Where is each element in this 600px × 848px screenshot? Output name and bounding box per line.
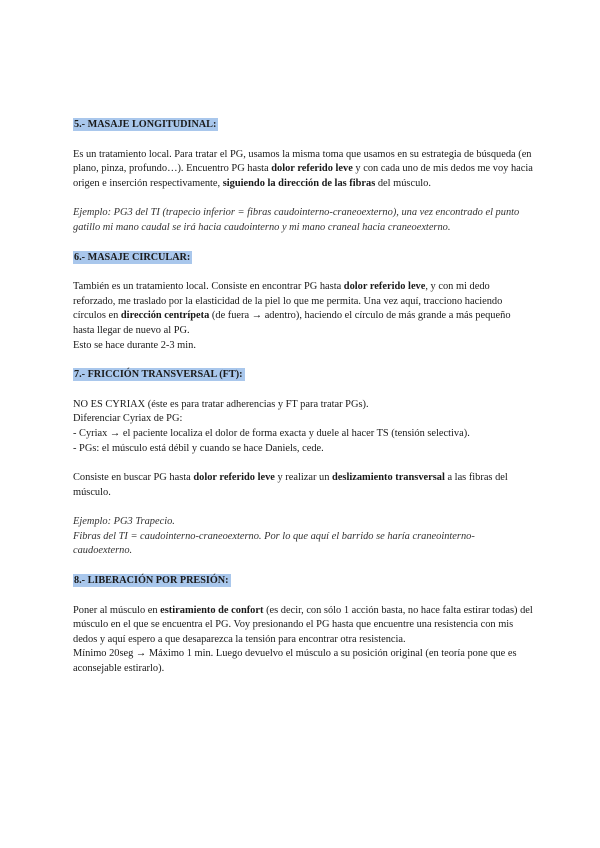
paragraph: Poner al músculo en estiramiento de confort (es decir, con sólo 1 acción basta, no hace falta estirar todas) del músculo en el que se encuentra el PG. Voy presionando el PG hasta que encuentre una resistencia con mis dedos y aquí espero a que desaparezca la tensión para encontrar otra resistencia. (73, 604, 533, 645)
text-line: Diferenciar Cyriax de PG: (73, 413, 183, 425)
line-group (73, 398, 533, 456)
document-content (73, 118, 533, 691)
section-masaje-circular (73, 251, 533, 354)
text-line: - PGs: el músculo está débil y cuando se hace Daniels, cede. (73, 442, 324, 454)
text-line: NO ES CYRIAX (éste es para tratar adherencias y FT para tratar PGs). (73, 398, 369, 410)
section-friccion-transversal (73, 368, 533, 559)
section-heading: 7.- FRICCIÓN TRANSVERSAL (FT): (74, 369, 243, 381)
section-heading: 8.- LIBERACIÓN POR PRESIÓN: (74, 575, 229, 587)
text-line: - Cyriax → el paciente localiza el dolor de forma exacta y duele al hacer TS (tensión selectiva). (73, 427, 470, 439)
example-line: Ejemplo: PG3 Trapecio. (73, 516, 175, 528)
example-line: Fibras del TI = caudointerno-craneoexterno. Por lo que aquí el barrido se haría craneointerno-caudoexterno. (73, 530, 475, 557)
section-liberacion-por-presion (73, 574, 533, 677)
example-paragraph: Ejemplo: PG3 del TI (trapecio inferior = fibras caudointerno-craneoexterno), una vez encontrado el punto gatillo mi mano caudal se irá hacia caudointerno y mi mano craneal hacia craneoexterno. (73, 207, 520, 233)
paragraph-duration: Esto se hace durante 2-3 min. (73, 339, 196, 351)
section-heading: 6.- MASAJE CIRCULAR: (74, 251, 191, 263)
section-masaje-longitudinal (73, 118, 533, 236)
example-paragraph (73, 515, 533, 559)
paragraph: También es un tratamiento local. Consiste en encontrar PG hasta dolor referido leve, y con mi dedo reforzado, me traslado por la elasticidad de la piel lo que me permita. Una vez aquí, tracciono haciendo círculos en dirección centrípeta (de fuera → adentro), haciendo el círculo de más grande a más pequeño hasta llegar de nuevo al PG. (73, 281, 511, 336)
paragraph-duration: Mínimo 20seg → Máximo 1 min. Luego devuelvo el músculo a su posición original (en teoría pone que es aconsejable estirarlo). (73, 648, 517, 675)
section-heading: 5.- MASAJE LONGITUDINAL: (74, 119, 217, 130)
paragraph: Es un tratamiento local. Para tratar el PG, usamos la misma toma que usamos en su estrategia de búsqueda (en plano, pinza, profundo…). Encuentro PG hasta dolor referido leve y con cada uno de mis dedos me voy hacia origen e inserción respectivamente, siguiendo la dirección de las fibras del músculo. (73, 148, 533, 189)
paragraph: Consiste en buscar PG hasta dolor referido leve y realizar un deslizamiento transversal a las fibras del músculo. (73, 472, 508, 498)
